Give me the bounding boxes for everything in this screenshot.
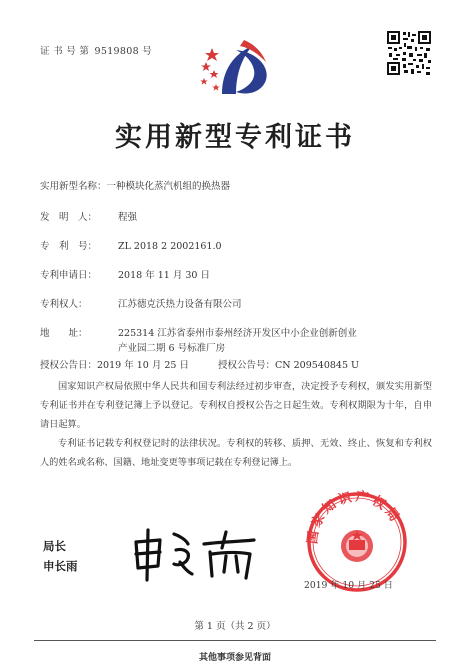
grant-number-row — [218, 357, 359, 371]
grant-date-value: 2019 年 10 月 25 日 — [97, 360, 189, 371]
patent-number-label: 专 利 号： — [40, 241, 98, 252]
inventor-value: 程强 — [118, 212, 138, 223]
inventor-row — [40, 209, 137, 223]
patent-office-emblem-icon — [192, 36, 276, 106]
back-side-note: 其他事项参见背面 — [198, 653, 271, 663]
utility-model-name-label: 实用新型名称： — [40, 181, 107, 192]
address-row — [40, 325, 357, 339]
signer-title: 局长 — [43, 539, 66, 553]
address-label: 地 址： — [40, 328, 88, 339]
grant-date-row — [40, 357, 189, 371]
cert-number-value: 9519808 — [94, 46, 139, 57]
address-line-1: 225314 江苏省泰州市泰州经济开发区中小企业创新创业 — [118, 328, 357, 339]
application-date-value: 2018 年 11 月 30 日 — [118, 270, 210, 281]
grant-number-label: 授权公告号： — [218, 360, 276, 371]
utility-model-name-value: 一种模块化蒸汽机组的换热器 — [106, 181, 231, 192]
handwritten-signature-icon — [130, 522, 270, 582]
divider — [34, 640, 436, 641]
patent-number-row — [40, 238, 222, 252]
utility-model-name-row — [40, 178, 230, 192]
application-date-row — [40, 267, 210, 281]
grant-date-label: 授权公告日： — [40, 360, 98, 371]
patentee-row — [40, 296, 242, 310]
legal-status-paragraph: 专利证书记载专利权登记时的法律状况。专利权的转移、质押、无效、终止、恢复和专利权人的姓名或名称、国籍、地址变更等事项记载在专利登记簿上。 — [40, 438, 432, 468]
qr-code-icon — [386, 30, 432, 76]
patent-number-value: ZL 2018 2 2002161.0 — [118, 241, 222, 252]
application-date-label: 专利申请日： — [40, 270, 98, 281]
cert-number-suffix: 号 — [142, 46, 153, 57]
patentee-label: 专利权人： — [40, 299, 88, 310]
grant-number-value: CN 209540845 U — [275, 360, 360, 371]
svg-text:国家知识产权局: 国家知识产权局 — [305, 490, 404, 545]
page-title: 实用新型专利证书 — [115, 122, 355, 153]
page-number: 第 1 页（共 2 页） — [194, 621, 276, 632]
patentee-value: 江苏德克沃热力设备有限公司 — [118, 299, 242, 310]
seal-date: 2019 年 10 月 25 日 — [304, 580, 393, 591]
grant-statement-paragraph: 国家知识产权局依照中华人民共和国专利法经过初步审查，决定授予专利权，颁发实用新型专利证书并在专利登记簿上予以登记。专利权自授权公告之日起生效。专利权期限为十年，自申请日起算。 — [40, 381, 432, 430]
signer-name: 申长雨 — [43, 559, 78, 573]
certificate-number — [40, 43, 152, 57]
address-line-2-row — [118, 340, 225, 354]
cert-number-label: 证 书 号 第 — [40, 46, 90, 57]
inventor-label: 发 明 人： — [40, 212, 98, 223]
address-line-2: 产业园二期 6 号标准厂房 — [118, 343, 226, 354]
